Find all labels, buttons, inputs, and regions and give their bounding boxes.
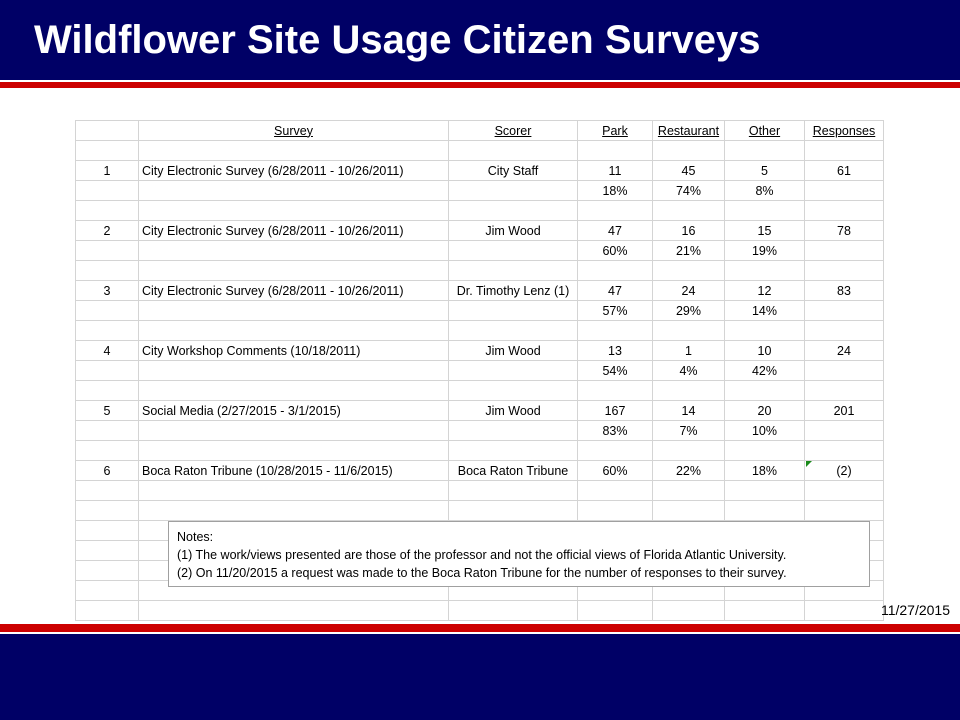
- cell-num: [76, 241, 139, 261]
- cell-num: [76, 301, 139, 321]
- header-row: [76, 121, 884, 141]
- cell-other: 14%: [725, 301, 805, 321]
- cell-restaurant: 1: [653, 341, 725, 361]
- cell-park: [578, 601, 653, 621]
- cell-responses: 61: [805, 161, 884, 181]
- cell-survey: [139, 501, 449, 521]
- cell-survey: City Electronic Survey (6/28/2011 - 10/26/2011): [139, 221, 449, 241]
- cell-other: 20: [725, 401, 805, 421]
- cell-responses: [805, 421, 884, 441]
- table-row: [76, 361, 884, 381]
- footer-bar: [0, 634, 960, 720]
- cell-park: 83%: [578, 421, 653, 441]
- cell-park: 47: [578, 221, 653, 241]
- cell-survey: [139, 301, 449, 321]
- cell-restaurant: [653, 321, 725, 341]
- cell-park: 18%: [578, 181, 653, 201]
- cell-responses: [805, 501, 884, 521]
- note-line-2: (2) On 11/20/2015 a request was made to the Boca Raton Tribune for the number of responses to their survey.: [177, 566, 787, 580]
- cell-scorer: Jim Wood: [449, 341, 578, 361]
- header-scorer: Scorer: [449, 121, 578, 141]
- table-row: [76, 341, 884, 361]
- title-bar: [0, 0, 960, 80]
- cell-park: 60%: [578, 461, 653, 481]
- cell-num: [76, 501, 139, 521]
- header-responses: Responses: [805, 121, 884, 141]
- table-row: [76, 421, 884, 441]
- notes-heading: Notes:: [177, 530, 214, 544]
- cell-other: [725, 481, 805, 501]
- table-row: [76, 441, 884, 461]
- cell-num: [76, 201, 139, 221]
- cell-num: 5: [76, 401, 139, 421]
- cell-restaurant: 4%: [653, 361, 725, 381]
- cell-num: 2: [76, 221, 139, 241]
- cell-other: [725, 601, 805, 621]
- cell-restaurant: [653, 261, 725, 281]
- cell-scorer: [449, 501, 578, 521]
- table-row: [76, 241, 884, 261]
- cell-other: 18%: [725, 461, 805, 481]
- top-divider-red: [0, 82, 960, 88]
- cell-survey: [139, 321, 449, 341]
- cell-other: [725, 201, 805, 221]
- cell-park: 11: [578, 161, 653, 181]
- cell-scorer: Boca Raton Tribune: [449, 461, 578, 481]
- cell-responses: [805, 301, 884, 321]
- cell-restaurant: [653, 601, 725, 621]
- slide-title: Wildflower Site Usage Citizen Surveys: [34, 18, 761, 62]
- cell-scorer: [449, 481, 578, 501]
- cell-responses: [805, 201, 884, 221]
- cell-responses: 24: [805, 341, 884, 361]
- cell-park: [578, 141, 653, 161]
- cell-scorer: [449, 321, 578, 341]
- cell-responses: [805, 321, 884, 341]
- cell-park: [578, 501, 653, 521]
- cell-other: 5: [725, 161, 805, 181]
- cell-num: [76, 561, 139, 581]
- cell-survey: [139, 141, 449, 161]
- cell-restaurant: 7%: [653, 421, 725, 441]
- cell-num: [76, 261, 139, 281]
- cell-restaurant: [653, 501, 725, 521]
- cell-other: 42%: [725, 361, 805, 381]
- header-restaurant: Restaurant: [653, 121, 725, 141]
- cell-park: [578, 261, 653, 281]
- table-row: [76, 281, 884, 301]
- cell-num: 3: [76, 281, 139, 301]
- header-num: [76, 121, 139, 141]
- cell-park: 167: [578, 401, 653, 421]
- cell-restaurant: [653, 201, 725, 221]
- cell-scorer: [449, 301, 578, 321]
- cell-scorer: [449, 421, 578, 441]
- cell-park: 54%: [578, 361, 653, 381]
- cell-responses: [805, 141, 884, 161]
- table-row: [76, 501, 884, 521]
- cell-comment-marker: [806, 461, 812, 467]
- cell-num: [76, 601, 139, 621]
- cell-survey: [139, 201, 449, 221]
- cell-restaurant: [653, 141, 725, 161]
- cell-num: 6: [76, 461, 139, 481]
- cell-survey: [139, 241, 449, 261]
- cell-responses: [805, 361, 884, 381]
- cell-survey: City Electronic Survey (6/28/2011 - 10/26/2011): [139, 281, 449, 301]
- cell-other: 19%: [725, 241, 805, 261]
- cell-survey: City Electronic Survey (6/28/2011 - 10/26/2011): [139, 161, 449, 181]
- cell-num: 4: [76, 341, 139, 361]
- table-row: [76, 181, 884, 201]
- cell-park: 60%: [578, 241, 653, 261]
- cell-responses: 78: [805, 221, 884, 241]
- cell-num: [76, 521, 139, 541]
- cell-responses: 201: [805, 401, 884, 421]
- cell-responses: 83: [805, 281, 884, 301]
- cell-scorer: [449, 241, 578, 261]
- cell-survey: [139, 441, 449, 461]
- cell-other: [725, 501, 805, 521]
- cell-responses: [805, 441, 884, 461]
- cell-scorer: [449, 441, 578, 461]
- cell-responses: [805, 601, 884, 621]
- bottom-divider-red: [0, 624, 960, 632]
- cell-survey: [139, 481, 449, 501]
- cell-survey: [139, 181, 449, 201]
- slide-date: 11/27/2015: [880, 602, 950, 618]
- cell-restaurant: 29%: [653, 301, 725, 321]
- cell-restaurant: [653, 441, 725, 461]
- table-row: [76, 161, 884, 181]
- cell-other: 12: [725, 281, 805, 301]
- cell-other: [725, 261, 805, 281]
- cell-num: [76, 441, 139, 461]
- cell-num: [76, 141, 139, 161]
- cell-park: [578, 321, 653, 341]
- cell-survey: City Workshop Comments (10/18/2011): [139, 341, 449, 361]
- cell-responses: (2): [805, 461, 884, 481]
- cell-other: 15: [725, 221, 805, 241]
- table-row: [76, 461, 884, 481]
- cell-survey: Boca Raton Tribune (10/28/2015 - 11/6/2015): [139, 461, 449, 481]
- cell-other: 8%: [725, 181, 805, 201]
- table-row: [76, 481, 884, 501]
- table-row: [76, 201, 884, 221]
- cell-survey: [139, 261, 449, 281]
- cell-other: [725, 321, 805, 341]
- table-row: [76, 301, 884, 321]
- cell-scorer: City Staff: [449, 161, 578, 181]
- table-row: [76, 401, 884, 421]
- cell-other: 10%: [725, 421, 805, 441]
- cell-scorer: Jim Wood: [449, 401, 578, 421]
- cell-num: [76, 421, 139, 441]
- cell-num: 1: [76, 161, 139, 181]
- cell-survey: [139, 601, 449, 621]
- cell-park: 57%: [578, 301, 653, 321]
- note-line-1: (1) The work/views presented are those of the professor and not the official views of Florida Atlantic University.: [177, 548, 787, 562]
- cell-scorer: [449, 141, 578, 161]
- table-row: [76, 321, 884, 341]
- cell-survey: Social Media (2/27/2015 - 3/1/2015): [139, 401, 449, 421]
- table-row: [76, 261, 884, 281]
- table-row: [76, 221, 884, 241]
- cell-scorer: [449, 201, 578, 221]
- cell-park: [578, 381, 653, 401]
- table-row: [76, 601, 884, 621]
- table-row: [76, 381, 884, 401]
- cell-survey: [139, 421, 449, 441]
- cell-other: [725, 441, 805, 461]
- notes-box: [168, 521, 870, 587]
- cell-num: [76, 181, 139, 201]
- cell-restaurant: 16: [653, 221, 725, 241]
- cell-responses: [805, 261, 884, 281]
- cell-scorer: [449, 381, 578, 401]
- cell-restaurant: 21%: [653, 241, 725, 261]
- cell-restaurant: 24: [653, 281, 725, 301]
- header-park: Park: [578, 121, 653, 141]
- cell-scorer: [449, 261, 578, 281]
- header-survey: Survey: [139, 121, 449, 141]
- cell-scorer: Jim Wood: [449, 221, 578, 241]
- cell-restaurant: 74%: [653, 181, 725, 201]
- cell-num: [76, 381, 139, 401]
- cell-park: 13: [578, 341, 653, 361]
- cell-num: [76, 481, 139, 501]
- cell-scorer: [449, 181, 578, 201]
- cell-responses: [805, 481, 884, 501]
- cell-num: [76, 541, 139, 561]
- cell-other: 10: [725, 341, 805, 361]
- cell-scorer: [449, 601, 578, 621]
- cell-park: [578, 201, 653, 221]
- cell-survey: [139, 381, 449, 401]
- cell-restaurant: 22%: [653, 461, 725, 481]
- cell-other: [725, 141, 805, 161]
- cell-num: [76, 581, 139, 601]
- table-row: [76, 141, 884, 161]
- cell-scorer: Dr. Timothy Lenz (1): [449, 281, 578, 301]
- cell-responses: [805, 241, 884, 261]
- cell-num: [76, 361, 139, 381]
- cell-park: 47: [578, 281, 653, 301]
- cell-park: [578, 481, 653, 501]
- cell-responses: [805, 381, 884, 401]
- cell-other: [725, 381, 805, 401]
- cell-park: [578, 441, 653, 461]
- header-other: Other: [725, 121, 805, 141]
- cell-restaurant: [653, 381, 725, 401]
- cell-num: [76, 321, 139, 341]
- cell-restaurant: 14: [653, 401, 725, 421]
- cell-restaurant: 45: [653, 161, 725, 181]
- cell-responses: [805, 181, 884, 201]
- cell-survey: [139, 361, 449, 381]
- cell-scorer: [449, 361, 578, 381]
- cell-restaurant: [653, 481, 725, 501]
